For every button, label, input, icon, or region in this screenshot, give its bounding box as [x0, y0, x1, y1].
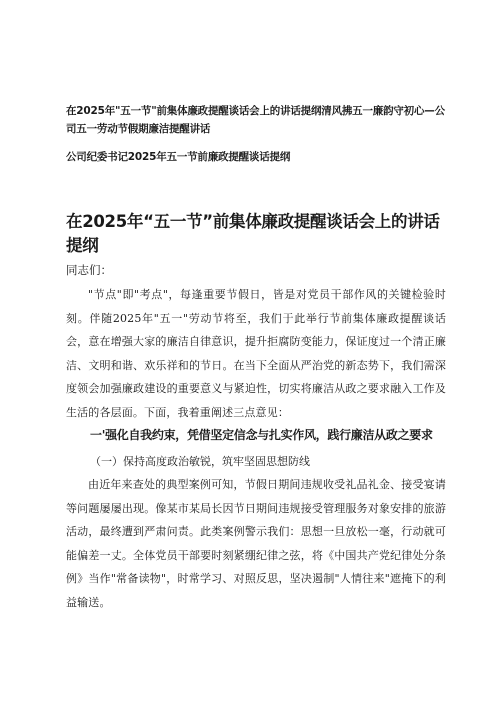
- document-top-title: 在2025年"五一节"前集体廉政提醒谈话会上的讲话提纲清风拂五一廉韵守初心—公司五一劳动节假期廉洁提醒讲话: [66, 105, 445, 135]
- main-title: 在2025年“五一节”前集体廉政提醒谈话会上的讲话提纲: [66, 212, 440, 255]
- section-heading: 一'强化自我约束，凭借坚定信念与扎实作风，践行廉洁从政之要求: [90, 428, 433, 442]
- salutation: 同志们：: [66, 263, 112, 277]
- document-subtitle: 公司纪委书记2025年五一节前廉政提醒谈话提纲: [66, 151, 291, 163]
- sub-heading: （一）保持高度政治敏锐，筑牢坚固思想防线: [90, 455, 310, 468]
- body-paragraph: 由近年来查处的典型案例可知，节假日期间违规收受礼品礼金、接受宴请等问题屡屡出现。像某市某局长因节日期间违规接受管理服务对象安排的旅游活动，最终遭到严肃问责。此类案例警示我们：思想一旦放松一毫，行动就可能偏差一丈。全体党员干部要时刻紧绷纪律之弦，将《中国共产党纪律处分条例》当作"常备读物"，时常学习、对照反思，坚决遏制"人情往来"遮掩下的利益输送。: [66, 478, 446, 609]
- intro-paragraph: "节点"即"考点"，每逢重要节假日，皆是对党员干部作风的关键检验时刻。伴随2025年"五一"劳动节将至，我们于此举行节前集体廉政提醒谈话会，意在增强大家的廉洁自律意识，提升拒腐防变能力，保证度过一个清正廉洁、文明和谐、欢乐祥和的节日。在当下全面从严治党的新态势下，我们需深度领会加强廉政建设的重要意义与紧迫性，切实将廉洁从政之要求融入工作及生活的各层面。下面，我着重阐述三点意见：: [66, 288, 446, 419]
